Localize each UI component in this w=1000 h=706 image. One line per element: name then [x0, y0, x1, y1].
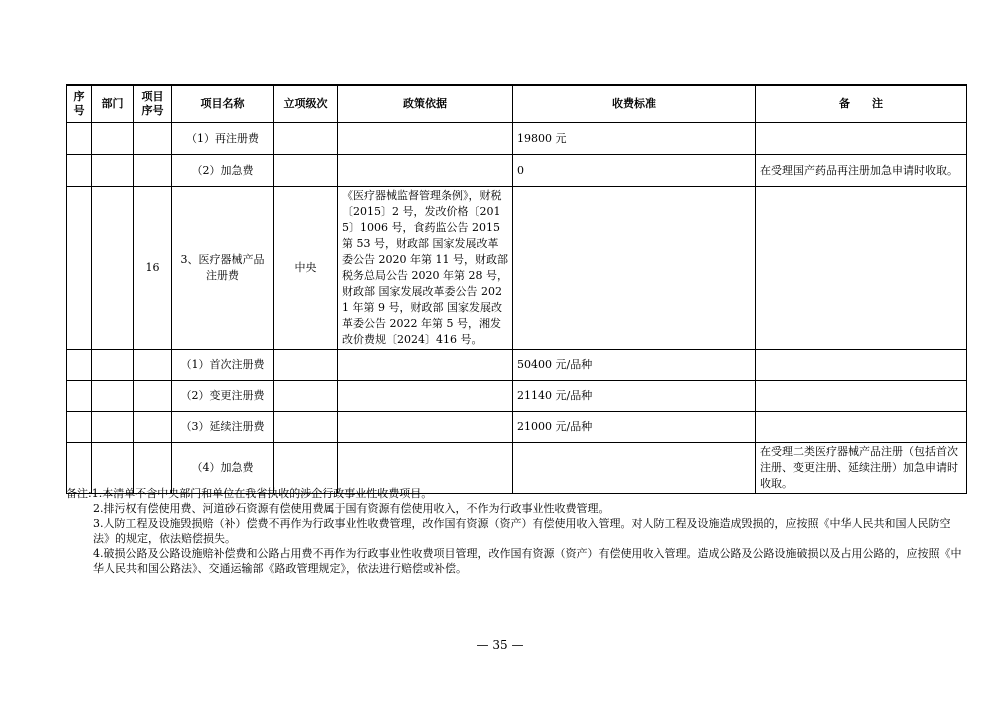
table-row — [67, 155, 967, 187]
cell-policy — [338, 381, 513, 412]
cell-standard: 21140 元/品种 — [513, 381, 756, 412]
cell-policy: 《医疗器械监督管理条例》，财税〔2015〕2 号，发改价格〔2015〕1006 号，食药监公告 2015 第 53 号，财政部 国家发展改革委公告 2020 年第 11 号，财政部 税务总局公告 2020 年第 28 号，财政部 国家发展改革委公告 2021 年第 9 号，财政部 国家发展改革委公告 2022 年第 5 号，湘发改价费规〔2024〕416 号。 — [338, 187, 513, 350]
cell-standard: 21000 元/品种 — [513, 412, 756, 443]
cell-remarks: 在受理二类医疗器械产品注册（包括首次注册、变更注册、延续注册）加急申请时收取。 — [756, 443, 967, 494]
footnotes — [66, 486, 966, 576]
header-item-seq: 项目序号 — [134, 85, 172, 123]
cell-standard: 19800 元 — [513, 123, 756, 155]
table-row — [67, 187, 967, 350]
cell-remarks — [756, 412, 967, 443]
cell-level — [274, 350, 338, 381]
table-row — [67, 412, 967, 443]
cell-item-seq — [134, 412, 172, 443]
cell-remarks — [756, 123, 967, 155]
cell-standard — [513, 187, 756, 350]
cell-standard: 0 — [513, 155, 756, 187]
note-2: 2.排污权有偿使用费、河道砂石资源有偿使用费属于国有资源有偿使用收入，不作为行政事业性收费管理。 — [93, 502, 610, 515]
cell-standard: 50400 元/品种 — [513, 350, 756, 381]
note-3: 3.人防工程及设施毁损赔（补）偿费不再作为行政事业性收费管理，改作国有资源（资产）有偿使用收入管理。对人防工程及设施造成毁损的，应按照《中华人民共和国人民防空法》的规定，依法赔偿损失。 — [93, 517, 951, 545]
cell-item-seq — [134, 381, 172, 412]
note-4: 4.破损公路及公路设施赔补偿费和公路占用费不再作为行政事业性收费项目管理，改作国有资源（资产）有偿使用收入管理。造成公路及公路设施破损以及占用公路的，应按照《中华人民共和国公路法》、交通运输部《路政管理规定》，依法进行赔偿或补偿。 — [93, 547, 962, 575]
header-dept: 部门 — [92, 85, 134, 123]
cell-item-name: 3、医疗器械产品注册费 — [172, 187, 274, 350]
cell-policy — [338, 350, 513, 381]
header-level: 立项级次 — [274, 85, 338, 123]
cell-level — [274, 123, 338, 155]
cell-item-name: （1）再注册费 — [172, 123, 274, 155]
fee-table — [66, 84, 967, 494]
cell-item-seq: 16 — [134, 187, 172, 350]
cell-level — [274, 381, 338, 412]
header-standard: 收费标准 — [513, 85, 756, 123]
cell-policy — [338, 412, 513, 443]
cell-level — [274, 155, 338, 187]
note-1: 备注:1.本清单不含中央部门和单位在我省执收的涉企行政事业性收费项目。 — [66, 487, 433, 500]
cell-item-seq — [134, 123, 172, 155]
cell-policy — [338, 123, 513, 155]
cell-policy — [338, 155, 513, 187]
cell-item-name: （2）变更注册费 — [172, 381, 274, 412]
cell-remarks — [756, 381, 967, 412]
page-number: — 35 — — [476, 638, 524, 652]
cell-item-seq — [134, 155, 172, 187]
cell-item-name: （3）延续注册费 — [172, 412, 274, 443]
header-seq: 序号 — [67, 85, 92, 123]
cell-remarks: 在受理国产药品再注册加急申请时收取。 — [756, 155, 967, 187]
cell-item-seq — [134, 350, 172, 381]
header-remarks: 备 注 — [756, 85, 967, 123]
table-row — [67, 350, 967, 381]
table-row — [67, 381, 967, 412]
cell-item-name: （2）加急费 — [172, 155, 274, 187]
cell-item-name: （1）首次注册费 — [172, 350, 274, 381]
cell-remarks — [756, 350, 967, 381]
cell-level: 中央 — [274, 187, 338, 350]
table-row — [67, 123, 967, 155]
header-item-name: 项目名称 — [172, 85, 274, 123]
cell-item-name: （4）加急费 — [172, 443, 274, 494]
cell-remarks — [756, 187, 967, 350]
cell-level — [274, 412, 338, 443]
header-policy: 政策依据 — [338, 85, 513, 123]
table-header-row — [67, 85, 967, 123]
